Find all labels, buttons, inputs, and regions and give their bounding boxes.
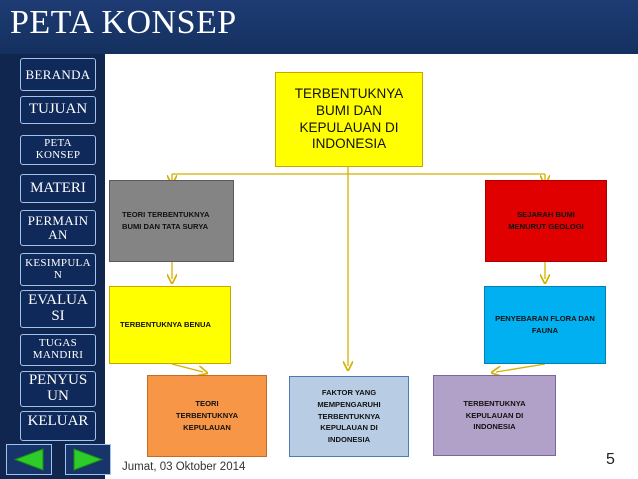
concept-theory-earth-label: TEORI TERBENTUKNYA BUMI DAN TATA SURYA [122, 210, 210, 231]
slide-page-number: 5 [606, 451, 615, 468]
concept-theory-earth-box [109, 180, 234, 262]
nav-label: PERMAINAN [27, 213, 89, 242]
concept-islands-indonesia-box [433, 375, 556, 456]
concept-continent-box [109, 286, 231, 364]
concept-geology-history-box [485, 180, 607, 262]
concept-main-box [275, 72, 423, 167]
nav-label: MATERI [30, 179, 86, 196]
nav-label: PETA KONSEP [35, 137, 81, 161]
nav-label: BERANDA [25, 66, 91, 82]
concept-islands-indonesia-label: TERBENTUKNYA KEPULAUAN DI INDONESIA [463, 398, 526, 432]
concept-theory-islands-box [147, 375, 267, 457]
concept-factors-label: FAKTOR YANG MEMPENGARUHI TERBENTUKNYA KEPULAUAN DI INDONESIA [317, 388, 381, 445]
concept-main-label: TERBENTUKNYA BUMI DAN KEPULAUAN DI INDONESIA [294, 85, 404, 152]
concept-flora-fauna-box [484, 286, 606, 364]
nav-label: KELUAR [27, 413, 89, 429]
concept-continent-label: TERBENTUKNYA BENUA [120, 320, 211, 330]
concept-flora-fauna-label: PENYEBARAN FLORA DAN FAUNA [495, 314, 595, 335]
concept-theory-islands-label: TEORI TERBENTUKNYA KEPULAUAN [175, 399, 239, 432]
nav-label: TUJUAN [28, 101, 88, 118]
concept-factors-box [289, 376, 409, 457]
nav-label: EVALUASI [28, 292, 88, 324]
nav-label: KESIMPULAN [25, 256, 91, 281]
nav-label: PENYUSUN [28, 372, 88, 404]
slide-date: Jumat, 03 Oktober 2014 [122, 461, 246, 473]
nav-label: TUGAS MANDIRI [32, 337, 84, 361]
page-title: PETA KONSEP [10, 4, 237, 41]
concept-geology-history-label: SEJARAH BUMI MENURUT GEOLOGI [508, 210, 584, 231]
